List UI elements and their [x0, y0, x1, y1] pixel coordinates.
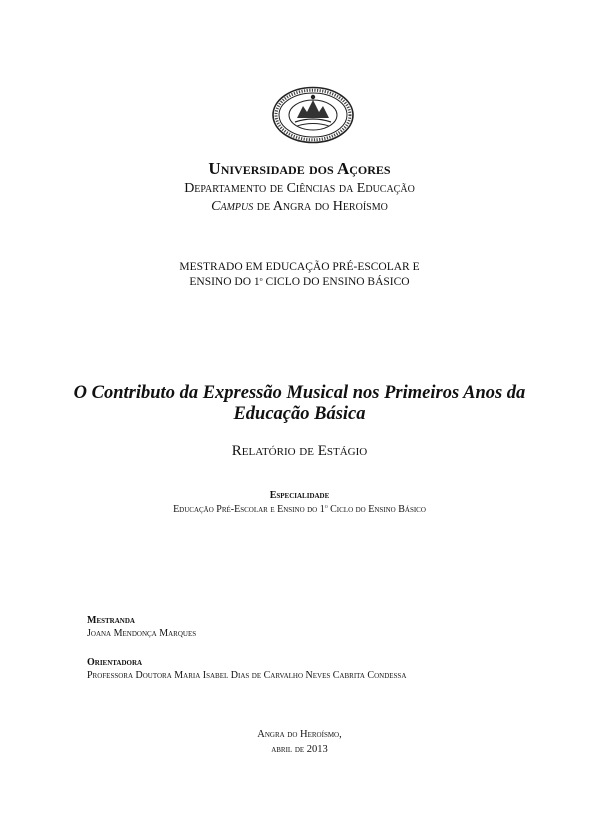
date: abril de 2013	[271, 744, 328, 755]
student-block	[87, 614, 196, 640]
specialty-label: Especialidade	[269, 490, 330, 501]
student-label: Mestranda	[87, 615, 135, 626]
campus-location: de Angra do Heroísmo	[253, 199, 388, 214]
program-ordinal: o	[259, 277, 263, 283]
university-seal-icon	[271, 86, 355, 144]
report-type: Relatório de Estágio	[231, 443, 368, 459]
specialty-ordinal: o	[324, 504, 328, 510]
program-line-2	[0, 275, 599, 290]
program-name	[0, 260, 599, 290]
program-line-2-start: ENSINO DO 1	[189, 276, 260, 288]
thesis-title: O Contributo da Expressão Musical nos Primeiros Anos da Educação Básica	[73, 383, 526, 424]
advisor-name: Professora Doutora Maria Isabel Dias de Carvalho Neves Cabrita Condessa	[87, 670, 407, 681]
campus-name	[0, 198, 599, 216]
university-name: Universidade dos Açores	[208, 159, 391, 178]
campus-label: Campus	[211, 199, 254, 214]
student-name: Joana Mendonça Marques	[87, 628, 197, 639]
specialty-value-start: Educação Pré-Escolar e Ensino do 1	[173, 504, 325, 515]
specialty-value	[0, 503, 599, 516]
program-line-2-end: CICLO DO ENSINO BÁSICO	[262, 276, 410, 288]
place-date	[0, 727, 599, 757]
department-name: Departamento de Ciências da Educação	[184, 181, 415, 196]
specialty-value-end: Ciclo do Ensino Básico	[327, 504, 426, 515]
advisor-label: Orientadora	[87, 657, 143, 668]
place: Angra do Heroísmo,	[257, 729, 342, 740]
advisor-block	[87, 656, 406, 682]
program-line-1: MESTRADO EM EDUCAÇÃO PRÉ-ESCOLAR E	[179, 261, 420, 273]
